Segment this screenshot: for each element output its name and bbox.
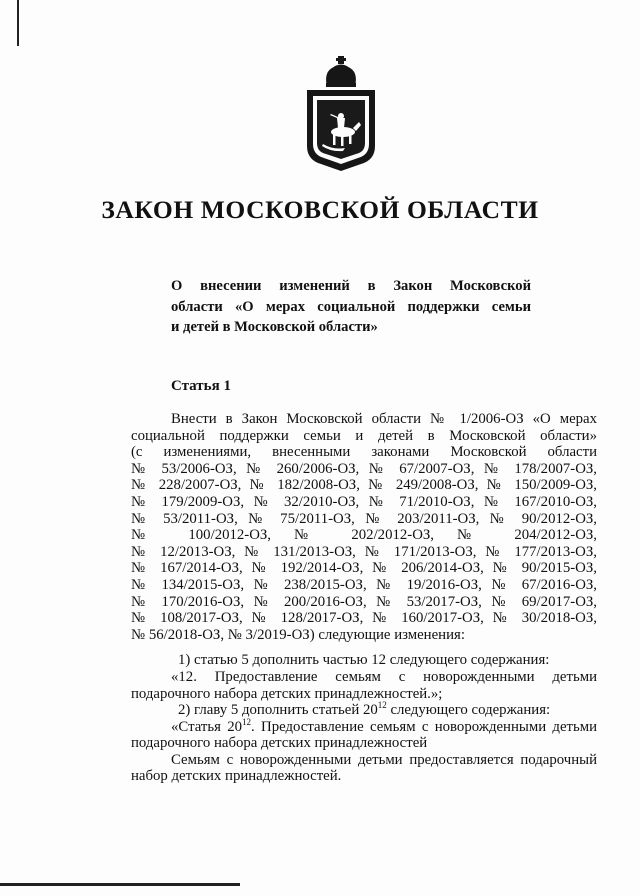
body-line: № 179/2009-ОЗ, № 32/2010-ОЗ, № 71/2010-ОЗ, № 167/2010-ОЗ,	[131, 493, 597, 510]
amendment-item-1: 1) статью 5 дополнить частью 12 следующего содержания:	[178, 652, 550, 669]
quote-line: «12. Предоставление семьям с новорожденными детьми	[171, 668, 597, 685]
moscow-oblast-coat-of-arms-icon	[297, 54, 385, 174]
body-line: № 56/2018-ОЗ, № 3/2019-ОЗ) следующие изменения:	[131, 626, 465, 643]
law-title: ЗАКОН МОСКОВСКОЙ ОБЛАСТИ	[101, 195, 539, 224]
law-subtitle	[171, 276, 531, 338]
body-line: № 53/2011-ОЗ, № 75/2011-ОЗ, № 203/2011-ОЗ, № 90/2012-ОЗ,	[131, 510, 597, 527]
superscript: 12	[377, 700, 387, 711]
amendment-item-2: 2) главу 5 дополнить статьей $20^{12}$ следующего содержания:	[178, 700, 551, 719]
body-line: № 12/2013-ОЗ, № 131/2013-ОЗ, № 171/2013-ОЗ, № 177/2013-ОЗ,	[131, 543, 597, 560]
body-line: № 134/2015-ОЗ, № 238/2015-ОЗ, № 19/2016-ОЗ, № 67/2016-ОЗ,	[131, 576, 597, 593]
body-line: (с изменениями, внесенными законами Московской области	[131, 444, 597, 461]
body-line: № 170/2016-ОЗ, № 200/2016-ОЗ, № 53/2017-ОЗ, № 69/2017-ОЗ,	[131, 593, 597, 610]
quote-line: подарочного набора детских принадлежностей.»;	[131, 685, 443, 702]
body-line: социальной поддержки семьи и детей в Московской области»	[131, 427, 597, 444]
body-line: Внести в Закон Московской области № 1/2006-ОЗ «О мерах	[171, 411, 597, 427]
body-line: № 108/2017-ОЗ, № 128/2017-ОЗ, № 160/2017-ОЗ, № 30/2018-ОЗ,	[131, 610, 597, 627]
article-heading: Статья 1	[171, 378, 231, 394]
body-line: № 100/2012-ОЗ, № 202/2012-ОЗ, № 204/2012-ОЗ,	[131, 527, 597, 544]
body-line: № 167/2014-ОЗ, № 192/2014-ОЗ, № 206/2014-ОЗ, № 90/2015-ОЗ,	[131, 560, 597, 577]
body-line: Семьям с новорожденными детьми предоставляется подарочный	[171, 751, 597, 768]
subtitle-line: и детей в Московской области»	[171, 319, 378, 335]
quote-line: подарочного набора детских принадлежностей	[131, 735, 428, 752]
subtitle-line: области «О мерах социальной поддержки семьи	[171, 298, 531, 315]
body-line: № 53/2006-ОЗ, № 260/2006-ОЗ, № 67/2007-ОЗ, № 178/2007-ОЗ,	[131, 460, 597, 477]
quote-line: «Статья $20^{12}$. Предоставление семьям с новорожденными детьми	[171, 716, 598, 735]
article-body	[131, 411, 597, 785]
superscript: 12	[242, 716, 252, 727]
scan-margin-line	[17, 0, 19, 46]
subtitle-line: О внесении изменений в Закон Московской	[171, 278, 531, 294]
footnote-separator	[0, 883, 240, 886]
body-line: набор детских принадлежностей.	[131, 768, 342, 785]
body-line: № 228/2007-ОЗ, № 182/2008-ОЗ, № 249/2008-ОЗ, № 150/2009-ОЗ,	[131, 477, 597, 494]
